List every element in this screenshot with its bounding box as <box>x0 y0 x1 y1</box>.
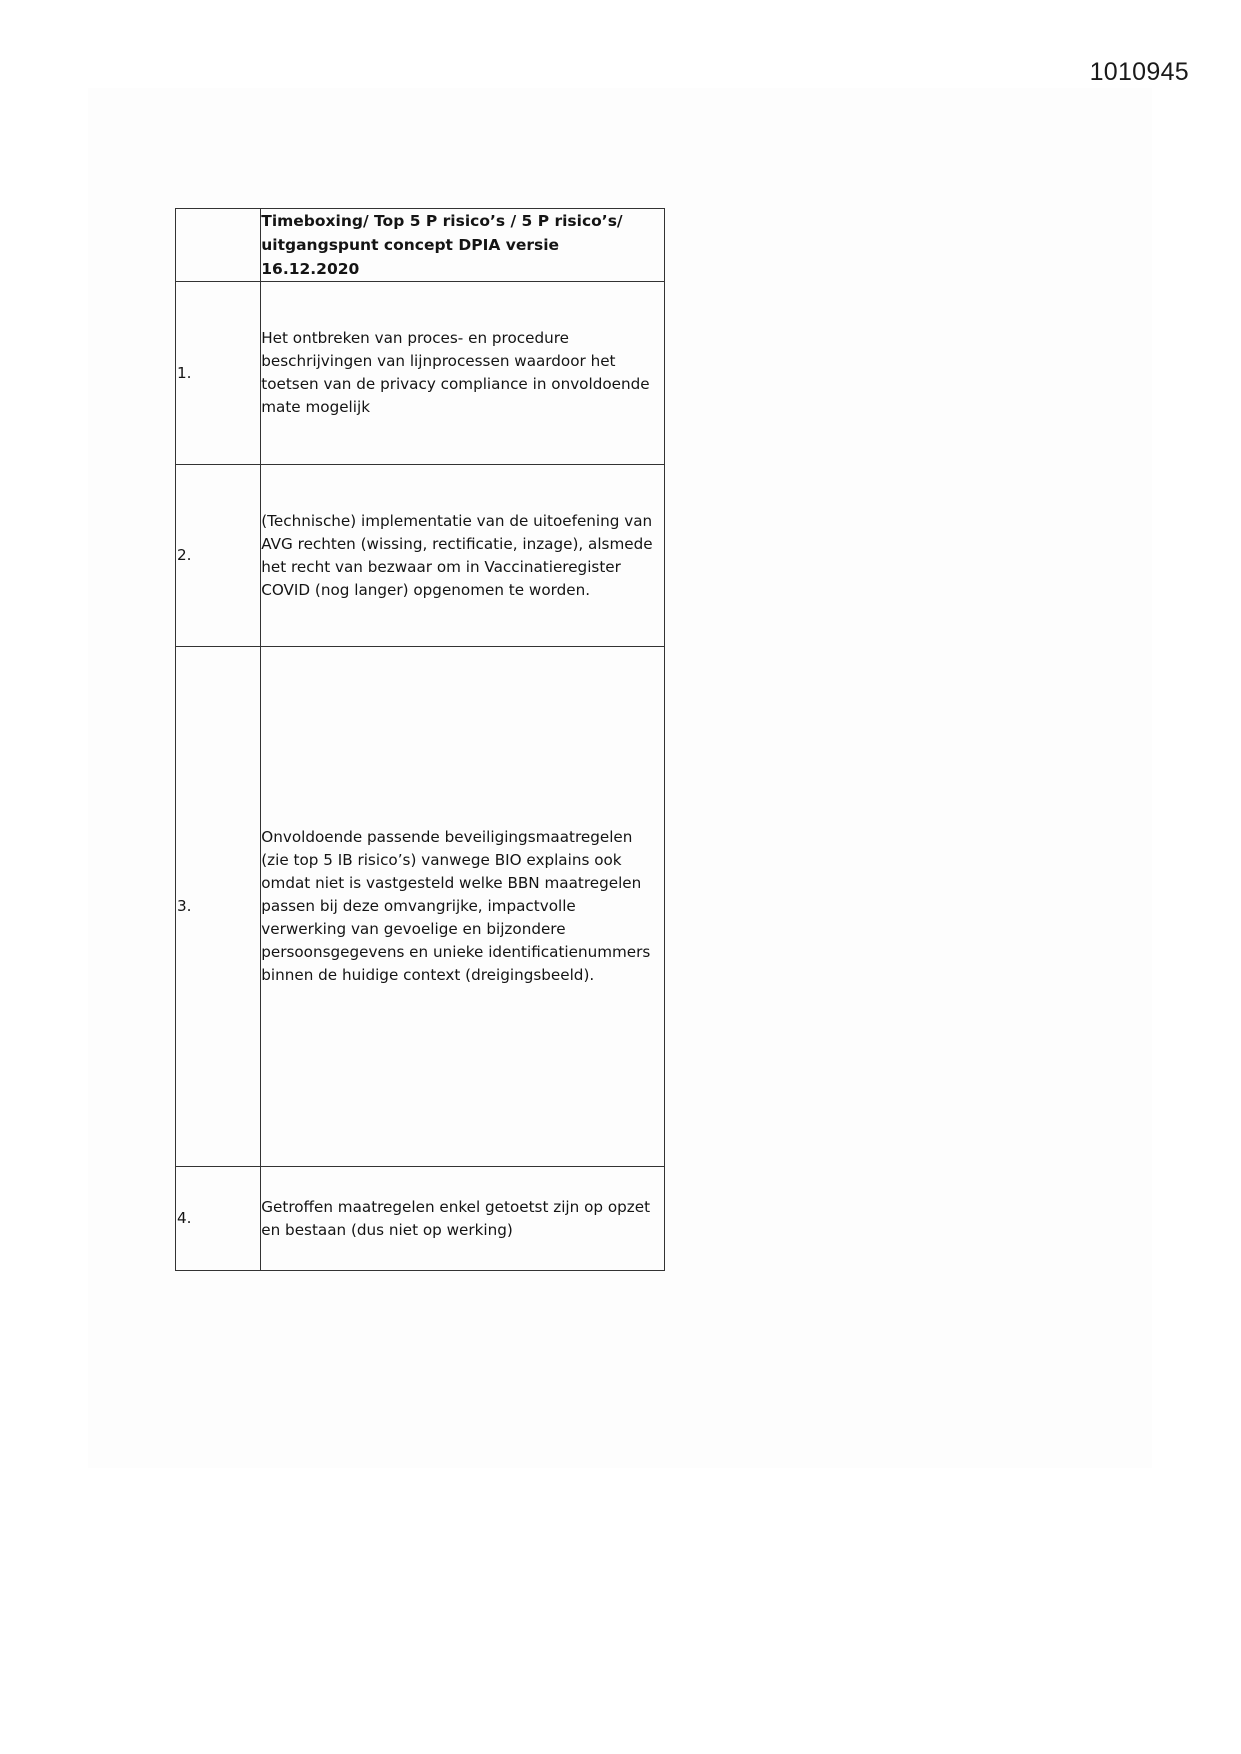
header-number-cell <box>176 209 261 282</box>
row-number: 2. <box>176 465 261 647</box>
row-number: 3. <box>176 647 261 1167</box>
risk-description: Onvoldoende passende beveiligingsmaatregelen (zie top 5 IB risico’s) vanwege BIO explains ook omdat niet is vastgesteld welke BBN maatregelen passen bij deze omvangrijke, impactvolle verwerking van gevoelige en bijzondere persoonsgegevens en unieke identificatienummers binnen de huidige context (dreigingsbeeld). <box>261 828 651 984</box>
risk-description: Het ontbreken van proces- en procedure beschrijvingen van lijnprocessen waardoor het toetsen van de privacy compliance in onvoldoende mate mogelijk <box>261 329 650 416</box>
row-text <box>261 1167 665 1271</box>
risk-table <box>175 208 665 1271</box>
header-title-cell <box>261 209 665 282</box>
table-row <box>176 1167 665 1271</box>
risk-description: Getroffen maatregelen enkel getoetst zijn op opzet en bestaan (dus niet op werking) <box>261 1197 651 1239</box>
header-title-line-1: Timeboxing/ Top 5 P risico’s / 5 P risico’s/ <box>261 212 623 230</box>
table-row <box>176 465 665 647</box>
risk-description: (Technische) implementatie van de uitoefening van AVG rechten (wissing, rectificatie, inzage), alsmede het recht van bezwaar om in Vaccinatieregister COVID (nog langer) opgenomen te worden. <box>261 511 653 599</box>
row-text <box>261 282 665 465</box>
header-title-line-2: uitgangspunt concept DPIA versie 16.12.2020 <box>261 236 560 278</box>
row-number: 4. <box>176 1167 261 1271</box>
row-number: 1. <box>176 282 261 465</box>
table-header-row <box>176 209 665 282</box>
table-row <box>176 282 665 465</box>
document-id: 1010945 <box>1089 58 1189 86</box>
table-row <box>176 647 665 1167</box>
row-text <box>261 647 665 1167</box>
row-text <box>261 465 665 647</box>
